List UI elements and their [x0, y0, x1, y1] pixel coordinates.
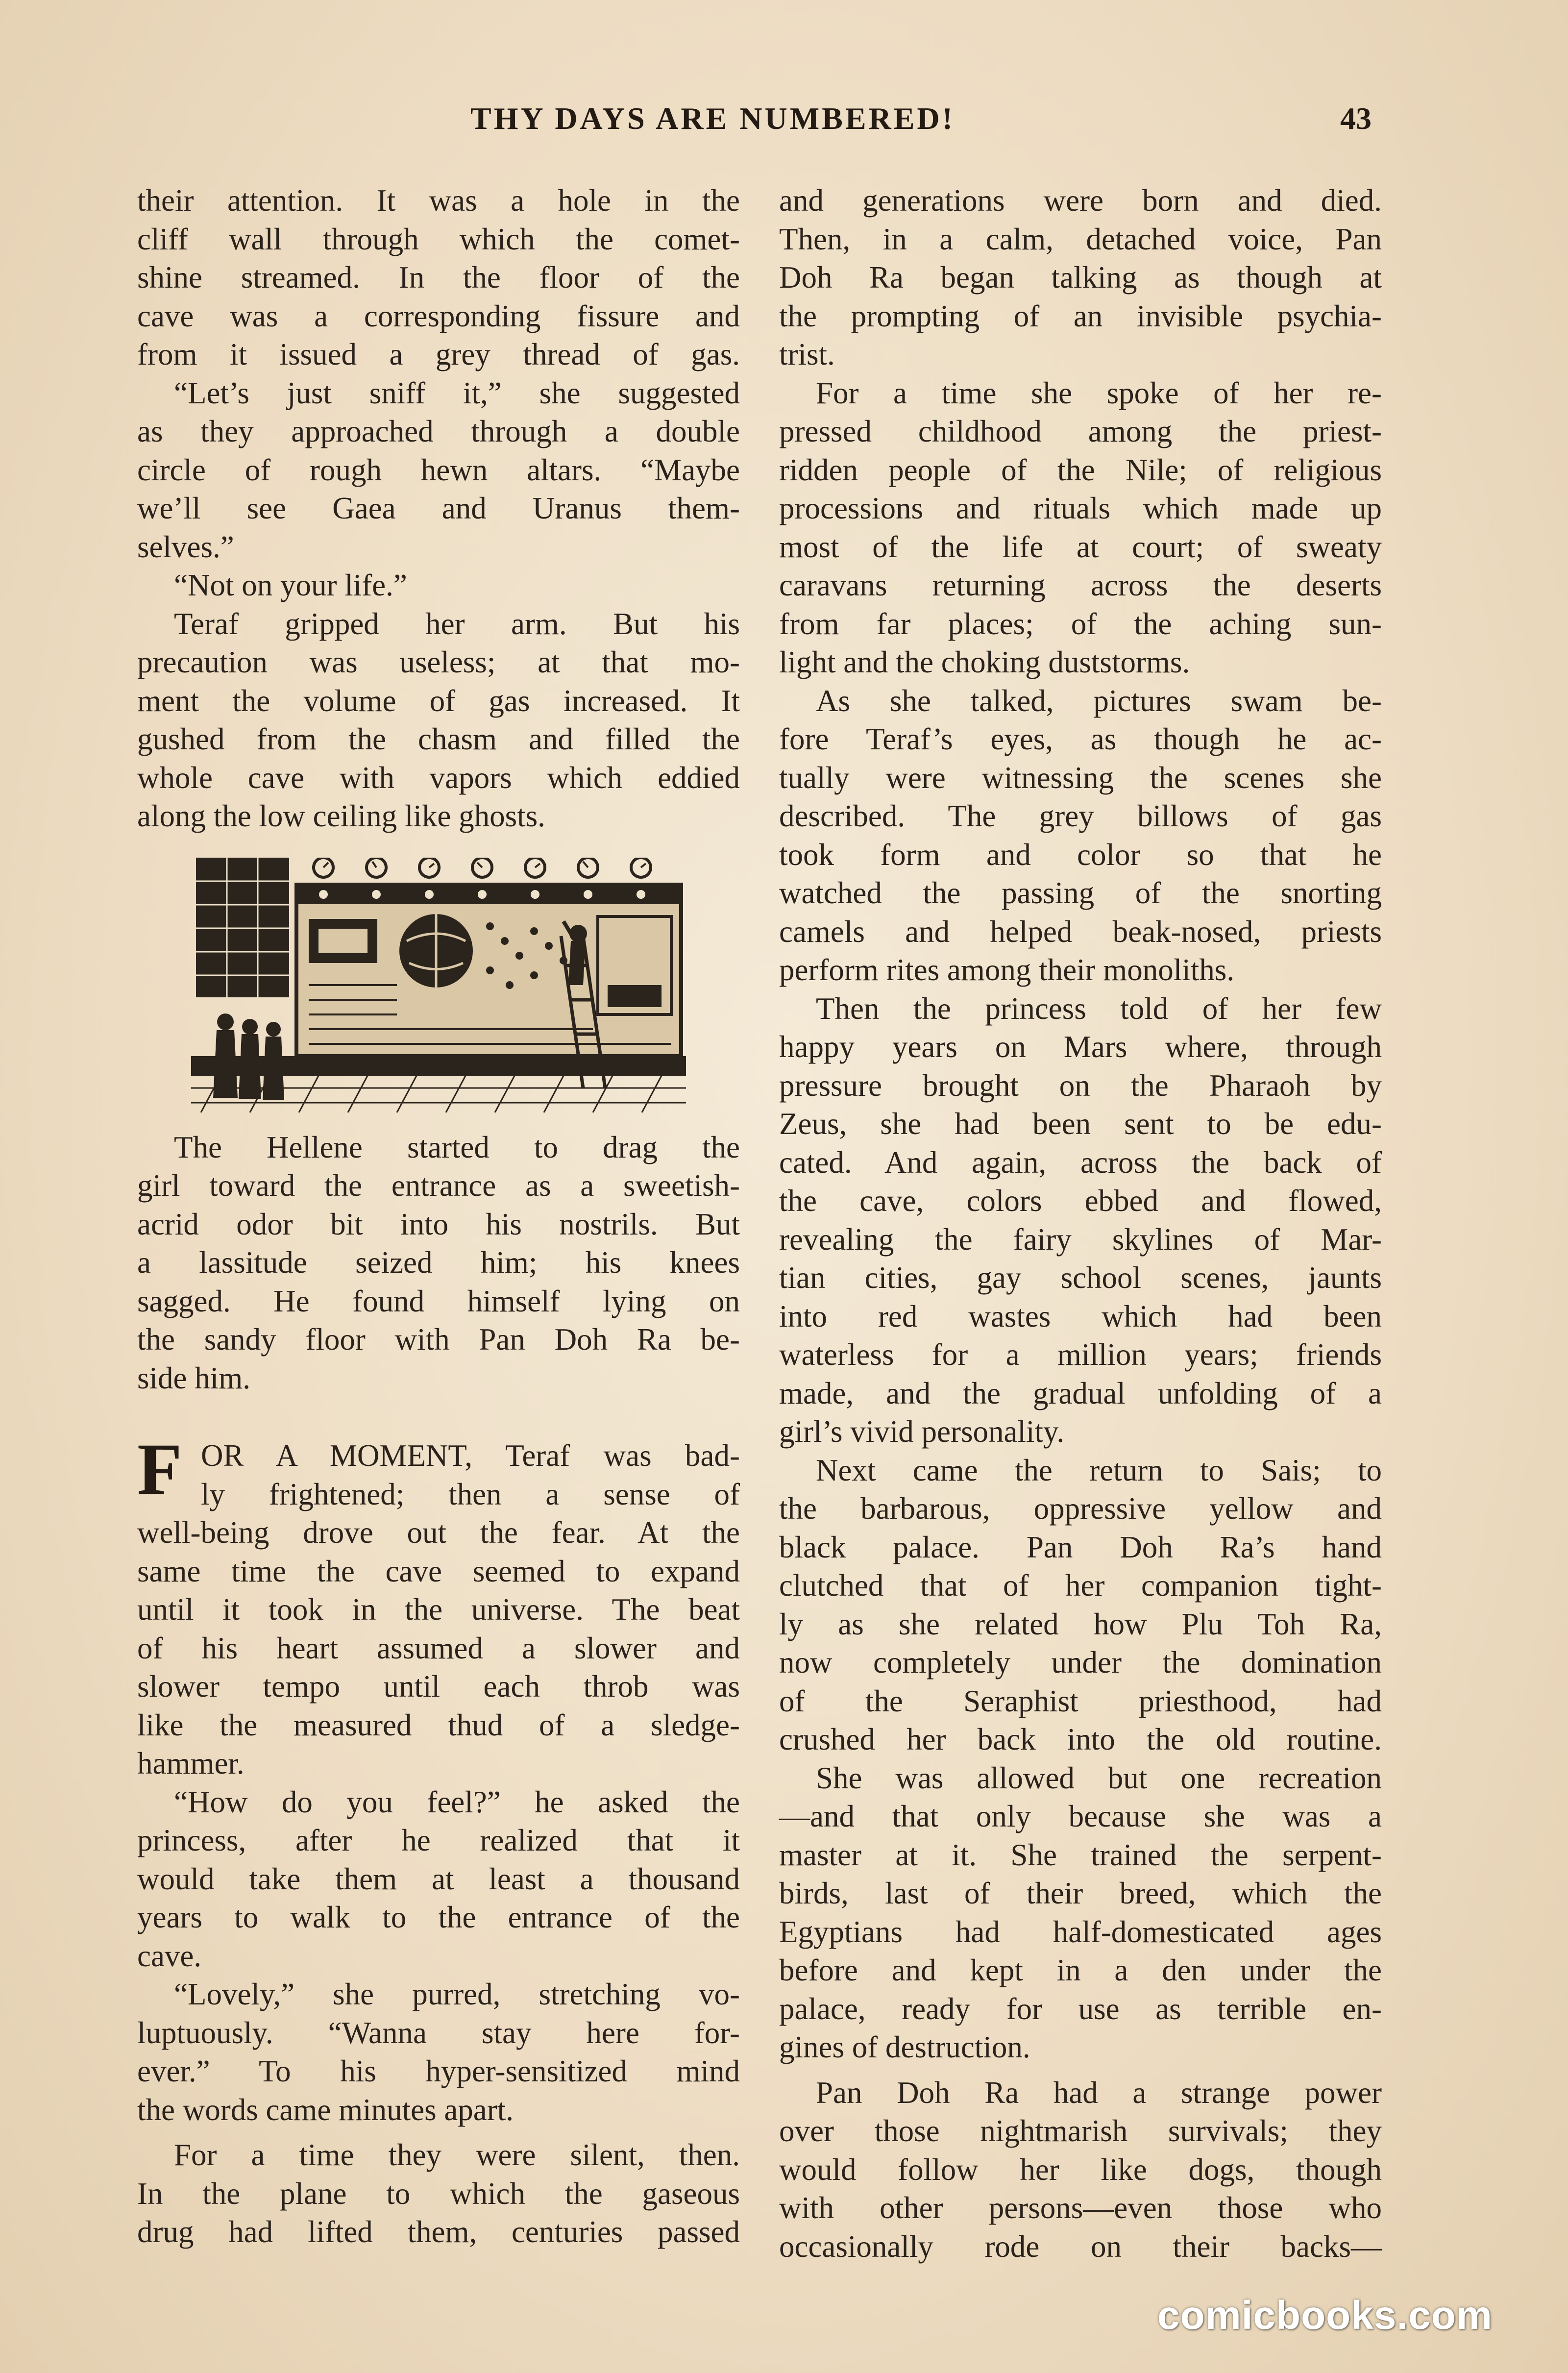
right-column [779, 181, 1382, 2266]
paragraph [137, 605, 740, 836]
text-line: pressure brought on the Pharaoh by [779, 1068, 1382, 1103]
text-line: would follow her like dogs, though [779, 2152, 1382, 2187]
text-line: like the measured thud of a sledge- [137, 1707, 740, 1742]
drop-cap: F [137, 1429, 182, 1510]
text-line: For a time they were silent, then. [174, 2138, 740, 2172]
text-line: precaution was useless; at that mo- [137, 645, 740, 679]
text-line: ment the volume of gas increased. It [137, 683, 740, 718]
text-line: Then the princess told of her few [816, 991, 1382, 1026]
text-line: tian cities, gay school scenes, jaunts [779, 1261, 1382, 1295]
text-line: well-being drove out the fear. At the [137, 1515, 740, 1550]
text-line: waterless for a million years; friends [779, 1337, 1382, 1372]
text-line: sagged. He found himself lying on [137, 1284, 740, 1318]
paragraph [137, 1975, 740, 2129]
text-line: OR A MOMENT, Teraf was bad- [201, 1438, 740, 1473]
text-line: gushed from the chasm and filled the [137, 722, 740, 756]
text-line: As she talked, pictures swam be- [816, 683, 1382, 718]
text-line: clutched that of her companion tight- [779, 1568, 1382, 1603]
text-line: we’ll see Gaea and Uranus them- [137, 491, 740, 525]
text-line: cliff wall through which the comet- [137, 222, 740, 256]
text-line: of his heart assumed a slower and [137, 1631, 740, 1665]
text-line: drug had lifted them, centuries passed [137, 2215, 740, 2249]
text-line: from it issued a grey thread of gas. [137, 337, 740, 371]
text-line: trist. [779, 337, 835, 371]
text-line: birds, last of their breed, which the [779, 1876, 1382, 1910]
text-line: the words came minutes apart. [137, 2092, 514, 2127]
text-line: cated. And again, across the back of [779, 1145, 1382, 1180]
text-line: —and that only because she was a [779, 1799, 1382, 1833]
paragraph [779, 989, 1382, 1451]
text-line: girl’s vivid personality. [779, 1414, 1065, 1449]
text-line: until it took in the universe. The beat [137, 1592, 740, 1627]
text-line: described. The grey billows of gas [779, 799, 1382, 833]
text-line: most of the life at court; of sweaty [779, 529, 1382, 564]
text-line: caravans returning across the deserts [779, 568, 1382, 602]
paragraph [779, 1759, 1382, 2067]
machine-room-illustration [191, 858, 686, 1112]
text-line: happy years on Mars where, through [779, 1030, 1382, 1064]
text-line: Pan Doh Ra had a strange power [816, 2075, 1382, 2110]
text-line: master at it. She trained the serpent- [779, 1837, 1382, 1872]
text-line: black palace. Pan Doh Ra’s hand [779, 1530, 1382, 1564]
text-line: and generations were born and died. [779, 183, 1382, 218]
text-line: the prompting of an invisible psychia- [779, 298, 1382, 333]
text-line: circle of rough hewn altars. “Maybe [137, 452, 740, 487]
text-line: ridden people of the Nile; of religious [779, 452, 1382, 487]
page-number: 43 [1340, 101, 1372, 136]
text-line: luptuously. “Wanna stay here for- [137, 2015, 740, 2050]
text-line: In the plane to which the gaseous [137, 2176, 740, 2211]
watermark: comicbooks.com [1157, 2293, 1493, 2338]
paragraph [779, 1451, 1382, 1759]
text-line: ly frightened; then a sense of [201, 1477, 740, 1511]
paragraph [137, 566, 740, 605]
text-line: side him. [137, 1360, 250, 1395]
text-line: their attention. It was a hole in the [137, 183, 740, 218]
text-line: years to walk to the entrance of the [137, 1900, 740, 1934]
text-line: fore Teraf’s eyes, as though he ac- [779, 722, 1382, 756]
text-line: tually were witnessing the scenes she [779, 760, 1382, 795]
text-line: light and the choking duststorms. [779, 645, 1190, 679]
text-line: selves.” [137, 529, 234, 564]
paragraph [779, 374, 1382, 682]
text-line: “Lovely,” she purred, stretching vo- [174, 1977, 740, 2011]
text-line: cave. [137, 1938, 202, 1973]
text-line: made, and the gradual unfolding of a [779, 1376, 1382, 1410]
text-line: over those nightmarish survivals; they [779, 2114, 1382, 2148]
text-line: cave was a corresponding fissure and [137, 298, 740, 333]
text-line: palace, ready for use as terrible en- [779, 1991, 1382, 2026]
text-line: princess, after he realized that it [137, 1823, 740, 1857]
text-line: the barbarous, oppressive yellow and [779, 1491, 1382, 1526]
paragraph [137, 1429, 740, 1783]
text-line: the sandy floor with Pan Doh Ra be- [137, 1322, 740, 1357]
text-line: Teraf gripped her arm. But his [174, 606, 740, 641]
text-line: would take them at least a thousand [137, 1861, 740, 1896]
text-line: ly as she related how Plu Toh Ra, [779, 1607, 1382, 1641]
text-line: The Hellene started to drag the [174, 1130, 740, 1164]
paragraph [137, 374, 740, 567]
paragraph [779, 682, 1382, 989]
text-line: hammer. [137, 1746, 245, 1780]
text-line: camels and helped beak-nosed, priests [779, 914, 1382, 949]
text-line: revealing the fairy skylines of Mar- [779, 1222, 1382, 1257]
paragraph [137, 1783, 740, 1976]
text-line: perform rites among their monoliths. [779, 953, 1235, 987]
text-line: a lassitude seized him; his knees [137, 1245, 740, 1280]
text-line: before and kept in a den under the [779, 1953, 1382, 1987]
running-title: THY DAYS ARE NUMBERED! [470, 101, 955, 136]
text-line: Egyptians had half-domesticated ages [779, 1914, 1382, 1949]
text-line: crushed her back into the old routine. [779, 1722, 1382, 1756]
text-line: ever.” To his hyper-sensitized mind [137, 2054, 740, 2088]
text-line: girl toward the entrance as a sweetish- [137, 1168, 740, 1203]
text-line: She was allowed but one recreation [816, 1760, 1382, 1795]
text-line: “Not on your life.” [174, 568, 407, 602]
paragraph [137, 181, 740, 374]
text-line: Next came the return to Sais; to [816, 1453, 1382, 1487]
text-line: same time the cave seemed to expand [137, 1554, 740, 1588]
text-line: For a time she spoke of her re- [816, 375, 1382, 410]
text-line: of the Seraphist priesthood, had [779, 1683, 1382, 1718]
text-line: the cave, colors ebbed and flowed, [779, 1184, 1382, 1218]
text-line: whole cave with vapors which eddied [137, 760, 740, 795]
text-line: shine streamed. In the floor of the [137, 260, 740, 295]
text-line: occasionally rode on their backs— [779, 2229, 1382, 2264]
text-line: watched the passing of the snorting [779, 876, 1382, 910]
text-line: acrid odor bit into his nostrils. But [137, 1207, 740, 1241]
text-line: Doh Ra began talking as though at [779, 260, 1382, 295]
text-line: pressed childhood among the priest- [779, 414, 1382, 448]
text-line: from far places; of the aching sun- [779, 606, 1382, 641]
paragraph [779, 181, 1382, 374]
text-line: along the low ceiling like ghosts. [137, 799, 545, 833]
paragraph [137, 2136, 740, 2251]
text-line: as they approached through a double [137, 414, 740, 448]
text-line: took form and color so that he [779, 837, 1382, 872]
text-line: processions and rituals which made up [779, 491, 1382, 525]
text-line: “Let’s just sniff it,” she suggested [174, 375, 740, 410]
paragraph [779, 2074, 1382, 2266]
text-line: now completely under the domination [779, 1645, 1382, 1680]
text-line: Then, in a calm, detached voice, Pan [779, 222, 1382, 256]
text-line: with other persons—even those who [779, 2191, 1382, 2225]
paragraph [137, 1128, 740, 1398]
text-line: gines of destruction. [779, 2030, 1030, 2064]
text-line: Zeus, she had been sent to be edu- [779, 1107, 1382, 1141]
text-line: “How do you feel?” he asked the [174, 1784, 740, 1819]
text-line: slower tempo until each throb was [137, 1669, 740, 1704]
left-column [137, 181, 740, 2251]
text-line: into red wastes which had been [779, 1299, 1382, 1334]
